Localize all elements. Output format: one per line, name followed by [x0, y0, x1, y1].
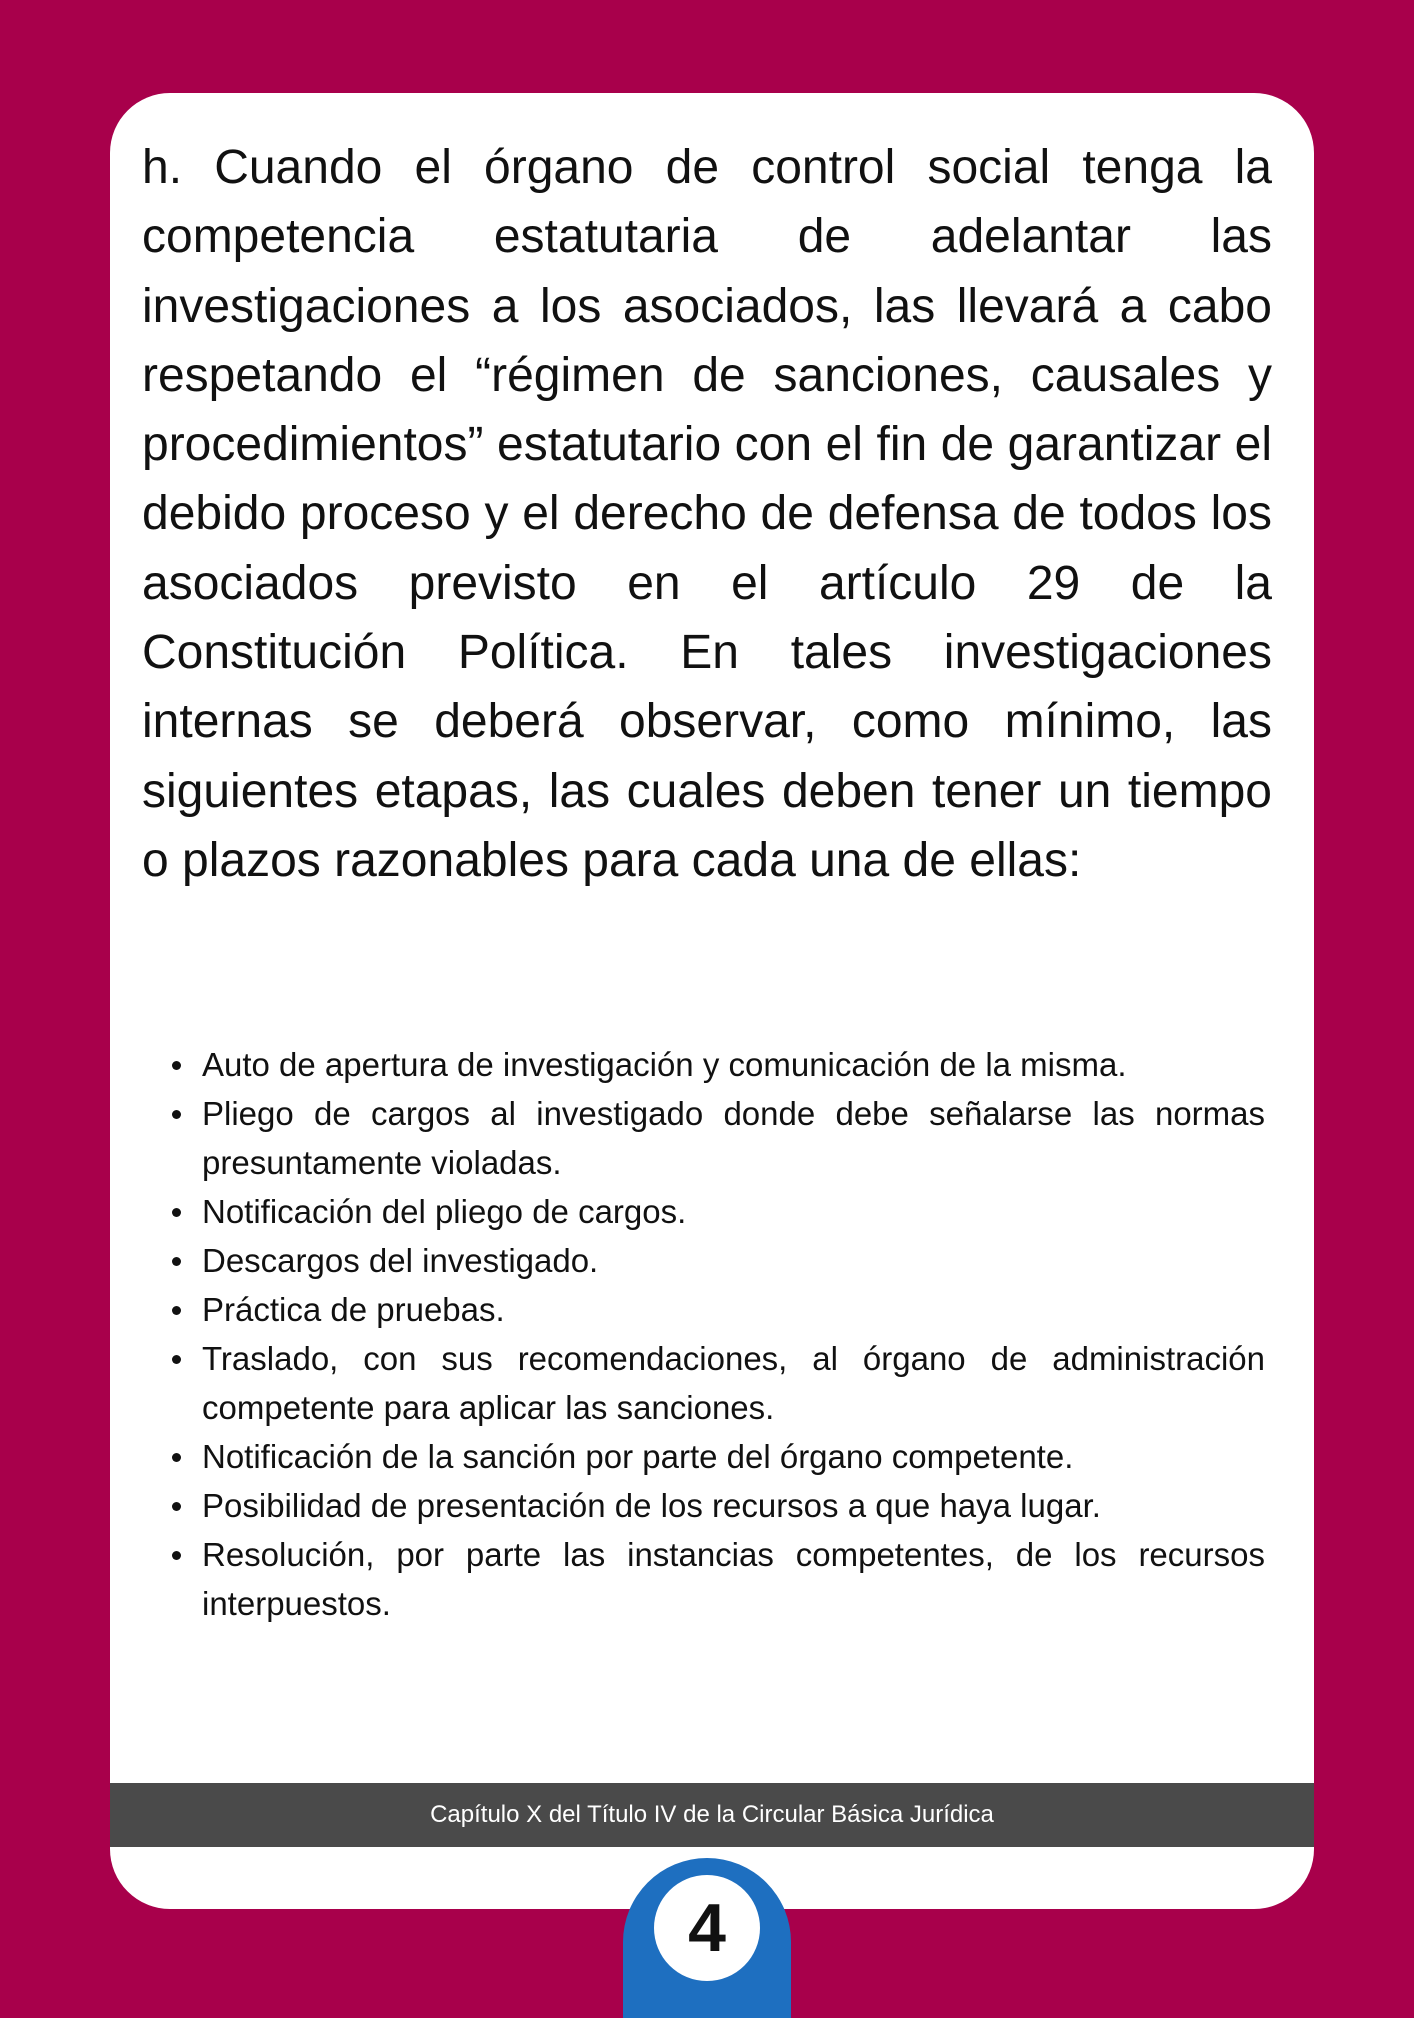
page-number: 4	[654, 1875, 760, 1981]
list-item: Pliego de cargos al investigado donde debe señalarse las normas presuntamente violadas.	[202, 1089, 1265, 1187]
source-footer: Capítulo X del Título IV de la Circular Básica Jurídica	[110, 1783, 1314, 1847]
list-item: Notificación del pliego de cargos.	[202, 1187, 1265, 1236]
list-item: Descargos del investigado.	[202, 1236, 1265, 1285]
list-item: Práctica de pruebas.	[202, 1285, 1265, 1334]
content-card	[110, 93, 1314, 1909]
list-item: Notificación de la sanción por parte del órgano competente.	[202, 1432, 1265, 1481]
list-item: Posibilidad de presentación de los recursos a que haya lugar.	[202, 1481, 1265, 1530]
list-item: Auto de apertura de investigación y comunicación de la misma.	[202, 1040, 1265, 1089]
main-paragraph: h. Cuando el órgano de control social tenga la competencia estatutaria de adelantar las investigaciones a los asociados, las llevará a cabo respetando el “régimen de sanciones, causales y procedimientos” estatutario con el fin de garantizar el debido proceso y el derecho de defensa de todos los asociados previsto en el artículo 29 de la Constitución Política. En tales investigaciones internas se deberá observar, como mínimo, las siguientes etapas, las cuales deben tener un tiempo o plazos razonables para cada una de ellas:	[142, 141, 1272, 887]
list-item: Resolución, por parte las instancias competentes, de los recursos interpuestos.	[202, 1530, 1265, 1628]
list-item: Traslado, con sus recomendaciones, al órgano de administración competente para aplicar las sanciones.	[202, 1334, 1265, 1432]
stages-list	[202, 1040, 1265, 1628]
page-number-tab	[623, 1858, 791, 2018]
